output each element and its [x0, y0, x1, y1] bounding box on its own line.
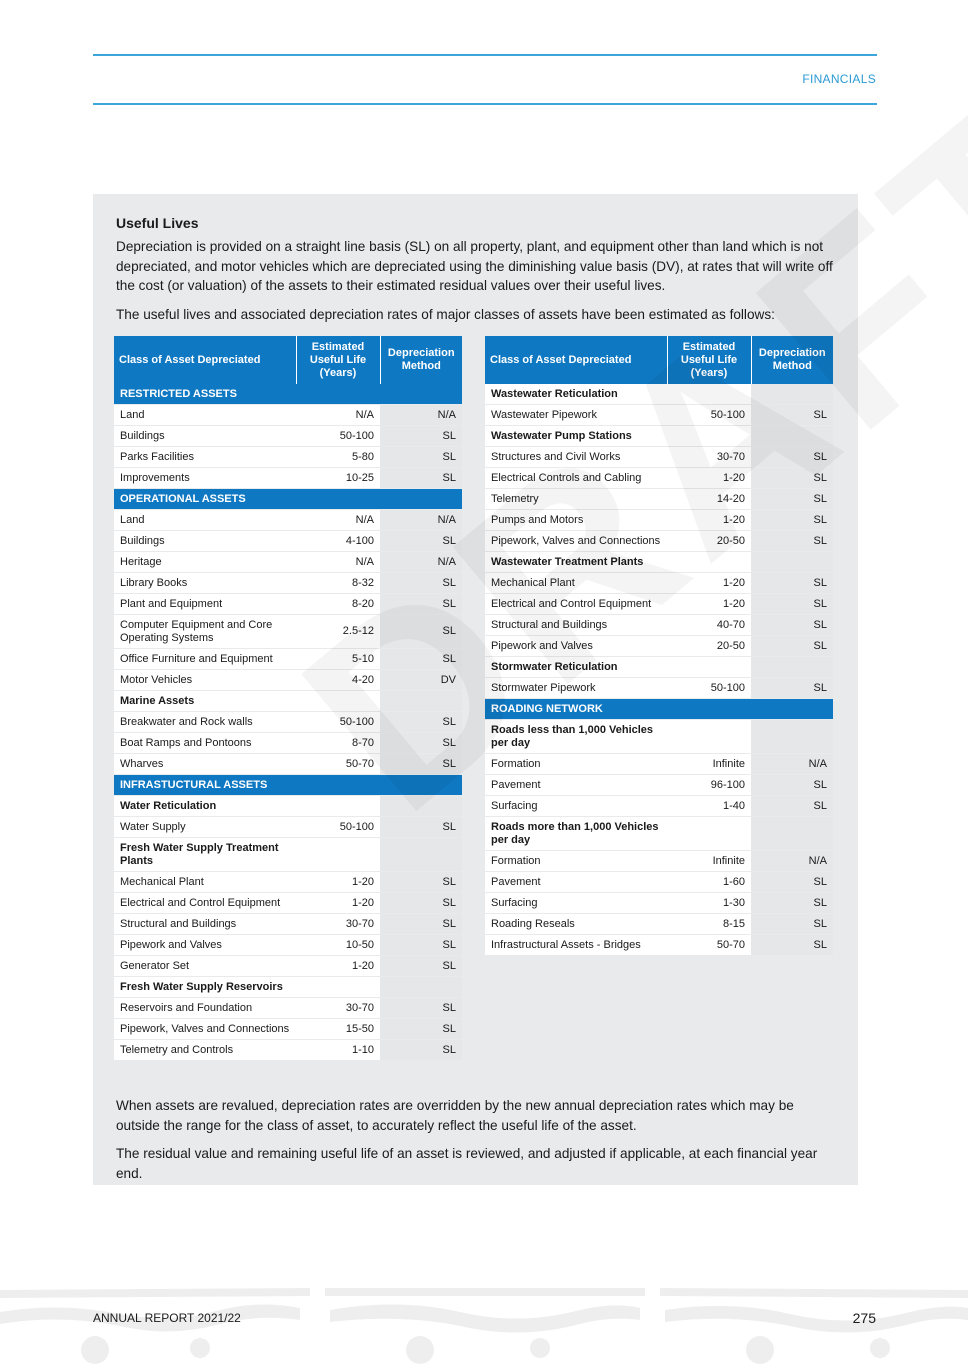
asset-row	[485, 531, 833, 552]
depreciation-method: N/A	[380, 510, 462, 531]
useful-life: 8-15	[667, 914, 751, 935]
depreciation-method: SL	[751, 447, 833, 468]
asset-class: Formation	[485, 851, 667, 872]
useful-life	[667, 384, 751, 405]
depreciation-method: SL	[751, 489, 833, 510]
asset-class: Structures and Civil Works	[485, 447, 667, 468]
depreciation-method	[751, 817, 833, 851]
depreciation-method: SL	[751, 468, 833, 489]
asset-class: Wastewater Pipework	[485, 405, 667, 426]
useful-life: 1-20	[296, 956, 380, 977]
depreciation-method: SL	[380, 447, 462, 468]
asset-row	[114, 573, 462, 594]
useful-life: 5-80	[296, 447, 380, 468]
asset-row	[114, 594, 462, 615]
subgroup-label: Marine Assets	[114, 691, 296, 712]
asset-row	[485, 893, 833, 914]
depreciation-method	[751, 552, 833, 573]
asset-row	[114, 447, 462, 468]
asset-row	[114, 670, 462, 691]
useful-life: 20-50	[667, 531, 751, 552]
depreciation-method: SL	[751, 615, 833, 636]
useful-life: Infinite	[667, 851, 751, 872]
useful-life: 50-70	[296, 754, 380, 775]
depreciation-method: SL	[380, 956, 462, 977]
col-header-life: Estimated Useful Life (Years)	[667, 336, 751, 384]
asset-row	[485, 615, 833, 636]
asset-row	[485, 468, 833, 489]
depreciation-method	[380, 796, 462, 817]
asset-row	[485, 510, 833, 531]
useful-life: 50-100	[667, 678, 751, 699]
asset-row	[485, 405, 833, 426]
useful-life: 1-20	[667, 573, 751, 594]
subgroup-row	[485, 720, 833, 754]
depreciation-method	[380, 691, 462, 712]
useful-life: 50-100	[667, 405, 751, 426]
subgroup-label: Roads more than 1,000 Vehicles per day	[485, 817, 667, 851]
subgroup-label: Wastewater Reticulation	[485, 384, 667, 405]
useful-life	[296, 691, 380, 712]
asset-class: Office Furniture and Equipment	[114, 649, 296, 670]
section-header-row	[114, 775, 462, 796]
depreciation-method: SL	[751, 636, 833, 657]
asset-class: Parks Facilities	[114, 447, 296, 468]
depreciation-method: SL	[380, 531, 462, 552]
asset-row	[485, 489, 833, 510]
asset-class: Buildings	[114, 426, 296, 447]
col-header-class: Class of Asset Depreciated	[114, 336, 296, 384]
asset-class: Structural and Buildings	[485, 615, 667, 636]
col-header-method: Depreciation Method	[380, 336, 462, 384]
depreciation-method: SL	[380, 1040, 462, 1061]
depreciation-method: SL	[751, 405, 833, 426]
useful-life: 30-70	[667, 447, 751, 468]
depreciation-method: N/A	[751, 851, 833, 872]
asset-row	[114, 531, 462, 552]
depreciation-method: SL	[751, 914, 833, 935]
asset-class: Breakwater and Rock walls	[114, 712, 296, 733]
asset-row	[114, 935, 462, 956]
table-header-row	[485, 336, 833, 384]
asset-class: Telemetry and Controls	[114, 1040, 296, 1061]
depreciation-method: DV	[380, 670, 462, 691]
asset-row	[114, 733, 462, 754]
depreciation-method: SL	[380, 594, 462, 615]
asset-row	[114, 649, 462, 670]
asset-class: Generator Set	[114, 956, 296, 977]
useful-life: 8-20	[296, 594, 380, 615]
depreciation-method	[751, 720, 833, 754]
intro-paragraph-2: The useful lives and associated depreciation rates of major classes of assets have been estimated as follows:	[116, 306, 775, 322]
subgroup-label: Fresh Water Supply Reservoirs	[114, 977, 296, 998]
depreciation-method: SL	[751, 796, 833, 817]
subgroup-row	[114, 796, 462, 817]
asset-row	[485, 775, 833, 796]
useful-life: 1-30	[667, 893, 751, 914]
useful-life: 1-10	[296, 1040, 380, 1061]
asset-row	[114, 510, 462, 531]
useful-life: 1-20	[667, 468, 751, 489]
asset-row	[485, 754, 833, 775]
subgroup-row	[485, 384, 833, 405]
intro-paragraph: Depreciation is provided on a straight line basis (SL) on all property, plant, and equipment other than land which is not depreciated, and motor vehicles which are depreciated using the diminishing value basis (DV), at rates that will write off the cost (or valuation) of the assets to their estimated residual values over their useful lives.	[116, 239, 833, 294]
asset-row	[485, 594, 833, 615]
asset-row	[485, 678, 833, 699]
asset-class: Land	[114, 405, 296, 426]
useful-life	[667, 657, 751, 678]
asset-row	[114, 712, 462, 733]
asset-row	[114, 615, 462, 649]
asset-class: Electrical Controls and Cabling	[485, 468, 667, 489]
useful-life: N/A	[296, 552, 380, 573]
asset-class: Boat Ramps and Pontoons	[114, 733, 296, 754]
depreciation-method	[380, 977, 462, 998]
useful-life: 2.5-12	[296, 615, 380, 649]
subgroup-label: Roads less than 1,000 Vehicles per day	[485, 720, 667, 754]
useful-life: 40-70	[667, 615, 751, 636]
asset-row	[114, 914, 462, 935]
depreciation-method	[751, 384, 833, 405]
useful-life: 50-100	[296, 712, 380, 733]
useful-life	[667, 426, 751, 447]
asset-class: Infrastructural Assets - Bridges	[485, 935, 667, 956]
useful-life: 15-50	[296, 1019, 380, 1040]
depreciation-method: SL	[751, 893, 833, 914]
asset-class: Reservoirs and Foundation	[114, 998, 296, 1019]
useful-life: 14-20	[667, 489, 751, 510]
subgroup-row	[485, 552, 833, 573]
subgroup-label: Wastewater Pump Stations	[485, 426, 667, 447]
left-asset-table	[114, 336, 462, 1061]
depreciation-method: SL	[380, 998, 462, 1019]
useful-life: 1-20	[667, 594, 751, 615]
useful-life	[667, 720, 751, 754]
asset-row	[485, 914, 833, 935]
right-table-wrap	[485, 336, 833, 956]
col-header-method: Depreciation Method	[751, 336, 833, 384]
asset-row	[485, 872, 833, 893]
depreciation-method: SL	[380, 935, 462, 956]
asset-class: Water Supply	[114, 817, 296, 838]
subgroup-label: Water Reticulation	[114, 796, 296, 817]
useful-life	[296, 796, 380, 817]
asset-row	[114, 754, 462, 775]
useful-life: 1-20	[296, 893, 380, 914]
depreciation-method: SL	[751, 935, 833, 956]
asset-row	[114, 405, 462, 426]
asset-class: Stormwater Pipework	[485, 678, 667, 699]
depreciation-method: SL	[751, 531, 833, 552]
asset-class: Library Books	[114, 573, 296, 594]
report-title: ANNUAL REPORT 2021/22	[93, 1311, 241, 1325]
asset-class: Surfacing	[485, 893, 667, 914]
asset-row	[114, 956, 462, 977]
asset-row	[485, 851, 833, 872]
subgroup-row	[485, 426, 833, 447]
depreciation-method: SL	[380, 615, 462, 649]
useful-life: 10-25	[296, 468, 380, 489]
top-rule	[93, 54, 877, 56]
subgroup-row	[114, 691, 462, 712]
depreciation-method: SL	[380, 914, 462, 935]
useful-life: 20-50	[667, 636, 751, 657]
asset-row	[485, 935, 833, 956]
depreciation-method: SL	[751, 775, 833, 796]
section-header-label: RESTRICTED ASSETS	[114, 384, 462, 405]
depreciation-method: SL	[380, 573, 462, 594]
depreciation-method	[751, 657, 833, 678]
panel-heading: Useful Lives	[116, 215, 199, 231]
useful-life: 4-20	[296, 670, 380, 691]
section-header-label: OPERATIONAL ASSETS	[114, 489, 462, 510]
section-header-label: ROADING NETWORK	[485, 699, 833, 720]
useful-life: 10-50	[296, 935, 380, 956]
depreciation-method: SL	[380, 872, 462, 893]
depreciation-method: SL	[751, 510, 833, 531]
col-header-life: Estimated Useful Life (Years)	[296, 336, 380, 384]
asset-class: Structural and Buildings	[114, 914, 296, 935]
useful-life: 1-40	[667, 796, 751, 817]
right-table-body	[485, 384, 833, 956]
section-header-row	[114, 384, 462, 405]
asset-class: Telemetry	[485, 489, 667, 510]
asset-class: Electrical and Control Equipment	[114, 893, 296, 914]
subgroup-row	[114, 977, 462, 998]
right-asset-table	[485, 336, 833, 956]
asset-class: Roading Reseals	[485, 914, 667, 935]
asset-row	[114, 426, 462, 447]
depreciation-method: SL	[380, 649, 462, 670]
depreciation-method: SL	[380, 733, 462, 754]
subgroup-label: Wastewater Treatment Plants	[485, 552, 667, 573]
asset-row	[485, 796, 833, 817]
asset-class: Pavement	[485, 872, 667, 893]
depreciation-method: N/A	[380, 552, 462, 573]
asset-class: Improvements	[114, 468, 296, 489]
asset-class: Wharves	[114, 754, 296, 775]
depreciation-method	[751, 426, 833, 447]
depreciation-method: SL	[380, 754, 462, 775]
depreciation-method: N/A	[751, 754, 833, 775]
depreciation-method: SL	[380, 712, 462, 733]
left-table-wrap	[114, 336, 462, 1061]
depreciation-method: SL	[751, 573, 833, 594]
asset-class: Land	[114, 510, 296, 531]
col-header-class: Class of Asset Depreciated	[485, 336, 667, 384]
asset-class: Formation	[485, 754, 667, 775]
outro-paragraph-2: The residual value and remaining useful life of an asset is reviewed, and adjusted if applicable, at each financial year end.	[116, 1146, 818, 1181]
asset-class: Heritage	[114, 552, 296, 573]
asset-row	[114, 817, 462, 838]
section-label: FINANCIALS	[802, 72, 876, 86]
depreciation-method: SL	[380, 817, 462, 838]
useful-life: 1-60	[667, 872, 751, 893]
asset-class: Mechanical Plant	[485, 573, 667, 594]
asset-row	[485, 447, 833, 468]
useful-life: 1-20	[296, 872, 380, 893]
subgroup-row	[485, 657, 833, 678]
asset-class: Pipework, Valves and Connections	[485, 531, 667, 552]
useful-life: 30-70	[296, 914, 380, 935]
depreciation-method: SL	[380, 426, 462, 447]
asset-class: Mechanical Plant	[114, 872, 296, 893]
useful-life: 30-70	[296, 998, 380, 1019]
asset-class: Computer Equipment and Core Operating Systems	[114, 615, 296, 649]
useful-life: 50-100	[296, 817, 380, 838]
asset-row	[114, 1040, 462, 1061]
depreciation-method: SL	[380, 1019, 462, 1040]
outro-block	[116, 1096, 838, 1192]
asset-class: Pumps and Motors	[485, 510, 667, 531]
useful-life: Infinite	[667, 754, 751, 775]
asset-row	[114, 893, 462, 914]
section-header-label: INFRASTUCTURAL ASSETS	[114, 775, 462, 796]
depreciation-method: SL	[380, 893, 462, 914]
asset-class: Pipework and Valves	[485, 636, 667, 657]
asset-class: Pipework, Valves and Connections	[114, 1019, 296, 1040]
depreciation-method: N/A	[380, 405, 462, 426]
asset-row	[485, 573, 833, 594]
section-header-row	[485, 699, 833, 720]
asset-row	[114, 998, 462, 1019]
asset-class: Pavement	[485, 775, 667, 796]
left-table-body	[114, 384, 462, 1061]
useful-life	[667, 552, 751, 573]
useful-life	[296, 838, 380, 872]
asset-row	[114, 1019, 462, 1040]
subgroup-row	[114, 838, 462, 872]
asset-row	[114, 872, 462, 893]
useful-life: 50-100	[296, 426, 380, 447]
useful-life: 50-70	[667, 935, 751, 956]
asset-class: Electrical and Control Equipment	[485, 594, 667, 615]
asset-class: Pipework and Valves	[114, 935, 296, 956]
useful-life: 5-10	[296, 649, 380, 670]
page-number: 275	[852, 1310, 876, 1326]
useful-life	[667, 817, 751, 851]
asset-row	[114, 468, 462, 489]
asset-row	[485, 636, 833, 657]
subgroup-row	[485, 817, 833, 851]
asset-class: Motor Vehicles	[114, 670, 296, 691]
subgroup-label: Stormwater Reticulation	[485, 657, 667, 678]
useful-life: 4-100	[296, 531, 380, 552]
asset-class: Surfacing	[485, 796, 667, 817]
useful-life	[296, 977, 380, 998]
depreciation-method: SL	[751, 872, 833, 893]
useful-life: 1-20	[667, 510, 751, 531]
useful-life: 96-100	[667, 775, 751, 796]
useful-life: 8-70	[296, 733, 380, 754]
section-header-row	[114, 489, 462, 510]
header-rule	[93, 103, 877, 105]
depreciation-method	[380, 838, 462, 872]
asset-class: Plant and Equipment	[114, 594, 296, 615]
useful-lives-panel	[93, 194, 858, 1185]
table-header-row	[114, 336, 462, 384]
useful-life: N/A	[296, 510, 380, 531]
useful-life: 8-32	[296, 573, 380, 594]
asset-row	[114, 552, 462, 573]
asset-class: Buildings	[114, 531, 296, 552]
outro-paragraph-1: When assets are revalued, depreciation rates are overridden by the new annual depreciation rates which may be outside the range for the class of asset, to accurately reflect the useful life of the asset.	[116, 1098, 794, 1133]
subgroup-label: Fresh Water Supply Treatment Plants	[114, 838, 296, 872]
depreciation-method: SL	[380, 468, 462, 489]
depreciation-method: SL	[751, 594, 833, 615]
depreciation-method: SL	[751, 678, 833, 699]
useful-life: N/A	[296, 405, 380, 426]
